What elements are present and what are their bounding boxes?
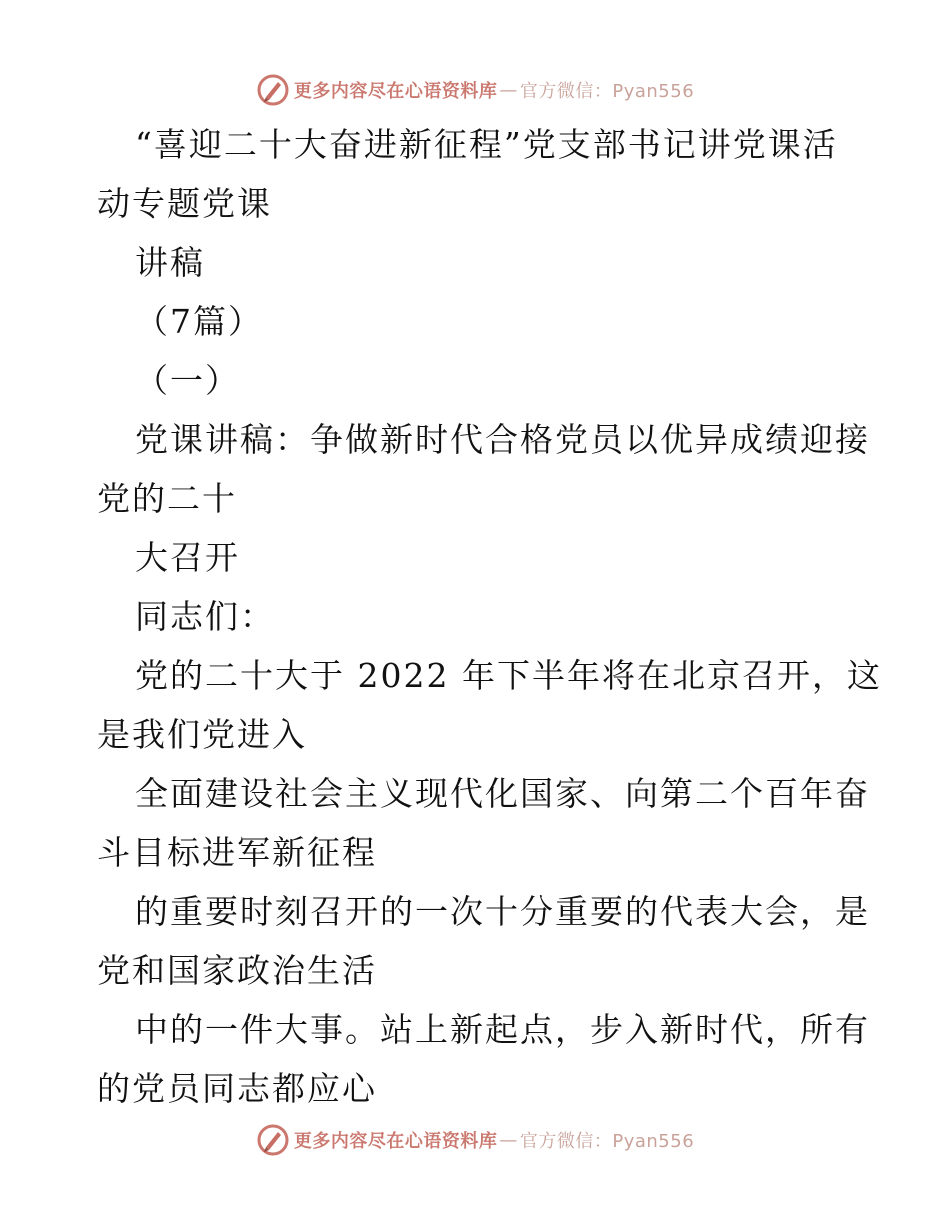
- section-title-line-1: 党课讲稿：争做新时代合格党员以优异成绩迎接: [135, 420, 870, 459]
- paragraph-line: 中的一件大事。站上新起点，步入新时代，所有: [135, 1010, 870, 1049]
- section-title-line-3: 大召开: [135, 538, 240, 577]
- watermark-dash: —: [499, 1129, 518, 1151]
- pen-circle-logo-icon: [256, 1123, 290, 1157]
- title-line-1: “喜迎二十大奋进新征程”党支部书记讲党课活: [135, 125, 838, 164]
- watermark-brand: 更多内容尽在心语资料库: [293, 81, 498, 102]
- watermark-contact: 官方微信：Pyan556: [519, 81, 695, 102]
- footer-watermark: [0, 1120, 950, 1160]
- title-line-2: 动专题党课: [97, 184, 272, 223]
- title-line-3: 讲稿: [135, 243, 205, 282]
- title-line-4: （7篇）: [135, 302, 263, 341]
- paragraph-line: 全面建设社会主义现代化国家、向第二个百年奋: [135, 774, 870, 813]
- section-number: （一）: [135, 361, 240, 400]
- document-body: [97, 115, 882, 1118]
- section-title-line-2: 党的二十: [97, 479, 237, 518]
- salutation: 同志们：: [135, 597, 275, 636]
- paragraph-line: 党和国家政治生活: [97, 951, 377, 990]
- header-watermark: [0, 70, 950, 110]
- watermark-brand: 更多内容尽在心语资料库: [293, 1131, 498, 1152]
- paragraph-line: 党的二十大于 2022 年下半年将在北京召开，这: [135, 656, 882, 695]
- paragraph-line: 是我们党进入: [97, 715, 307, 754]
- paragraph-line: 的重要时刻召开的一次十分重要的代表大会，是: [135, 892, 870, 931]
- pen-circle-logo-icon: [256, 73, 290, 107]
- paragraph-line: 的党员同志都应心: [97, 1069, 377, 1108]
- paragraph-line: 斗目标进军新征程: [97, 833, 377, 872]
- watermark-contact: 官方微信：Pyan556: [519, 1131, 695, 1152]
- watermark-dash: —: [499, 79, 518, 101]
